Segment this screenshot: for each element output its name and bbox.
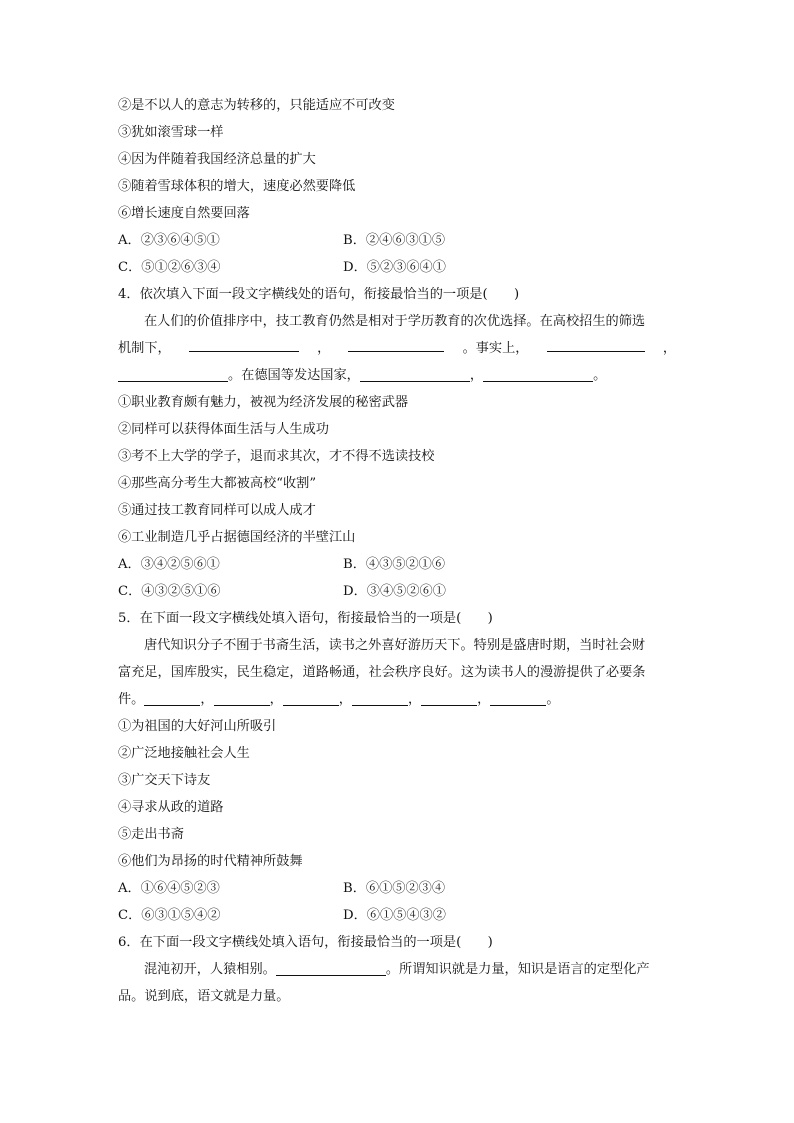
q5-stem: 5．在下面一段文字横线处填入语句，衔接最恰当的一项是( ) [118, 611, 493, 626]
q3-option-c[interactable]: C．⑤①②⑥③④ [118, 260, 221, 275]
q3-option-a[interactable]: A．②③⑥④⑤① [118, 233, 220, 248]
q5-option-a[interactable]: A．①⑥④⑤②③ [118, 881, 220, 896]
q5-item-1: ①为祖国的大好河山所吸引 [118, 719, 277, 734]
q5-sep-3: ， [338, 692, 352, 707]
q4-passage-line-2 [118, 335, 676, 362]
q3-item-4: ④因为伴随着我国经济总量的扩大 [118, 152, 316, 167]
q4-item-4: ④那些高分考生大都被高校“收割” [118, 476, 317, 491]
q4-option-d[interactable]: D．③④⑤②⑥① [343, 584, 446, 599]
q4-text-in-fact: 。事实上， [462, 341, 529, 356]
q4-stem: 4．依次填入下面一段文字横线处的语句，衔接最恰当的一项是( ) [118, 287, 520, 302]
q4-comma-3: ， [469, 368, 484, 383]
q4-comma-1: ， [317, 341, 331, 356]
q5-blank-2[interactable] [214, 689, 270, 706]
q5-item-6: ⑥他们为昂扬的时代精神所鼓舞 [118, 854, 303, 869]
q4-text-mechanism: 机制下， [118, 341, 171, 356]
q4-blank-4[interactable] [118, 365, 228, 382]
q5-sep-2: ， [269, 692, 283, 707]
q3-option-b[interactable]: B．②④⑥③①⑤ [343, 233, 446, 248]
q4-option-c[interactable]: C．④③②⑤①⑥ [118, 584, 221, 599]
q5-item-5: ⑤走出书斋 [118, 827, 184, 842]
q3-option-d[interactable]: D．⑤②③⑥④① [343, 260, 446, 275]
q5-sep-4: ， [407, 692, 422, 707]
q4-option-b[interactable]: B．④③⑤②①⑥ [343, 557, 446, 572]
q3-item-2: ②是不以人的意志为转移的，只能适应不可改变 [118, 98, 395, 113]
q5-option-b[interactable]: B．⑥①⑤②③④ [343, 881, 446, 896]
q5-text-condition: 件。 [118, 692, 145, 707]
q5-sep-1: ， [200, 692, 214, 707]
q4-options-row-1 [118, 551, 676, 578]
q5-options-row-2 [118, 902, 676, 929]
q6-passage-line-1 [118, 956, 676, 983]
q5-passage-line-3 [118, 686, 676, 713]
q4-blank-2[interactable] [348, 335, 444, 352]
q4-options-row-2 [118, 578, 676, 605]
q4-blank-6[interactable] [483, 365, 593, 382]
q5-item-4: ④寻求从政的道路 [118, 800, 224, 815]
q5-options-row-1 [118, 875, 676, 902]
q4-period-end: 。 [593, 368, 607, 383]
page-content [118, 92, 676, 1010]
q5-item-3: ③广交天下诗友 [118, 773, 211, 788]
q6-text-knowledge: 。所谓知识就是力量，知识是语言的定型化产 [385, 962, 650, 977]
q3-item-3: ③犹如滚雪球一样 [118, 125, 224, 140]
q4-option-a[interactable]: A．③④②⑤⑥① [118, 557, 220, 572]
q4-item-1: ①职业教育颇有魅力，被视为经济发展的秘密武器 [118, 395, 409, 410]
q4-comma-2: ， [662, 341, 676, 356]
q5-item-2: ②广泛地接触社会人生 [118, 746, 250, 761]
q5-end: 。 [546, 692, 560, 707]
q6-stem: 6．在下面一段文字横线处填入语句，衔接最恰当的一项是( ) [118, 935, 493, 950]
q6-blank-1[interactable] [276, 959, 386, 976]
q5-option-d[interactable]: D．⑥①⑤④③② [343, 908, 446, 923]
q5-blank-3[interactable] [283, 689, 339, 706]
q4-item-3: ③考不上大学的学子，退而求其次，才不得不选读技校 [118, 449, 435, 464]
q6-passage-line-2: 品。说到底，语文就是力量。 [118, 989, 290, 1004]
q3-options-row-1 [118, 227, 676, 254]
q4-blank-5[interactable] [360, 365, 470, 382]
q4-passage-line-1: 在人们的价值排序中，技工教育仍然是相对于学历教育的次优选择。在高校招生的筛选 [144, 314, 646, 329]
q5-option-c[interactable]: C．⑥③①⑤④② [118, 908, 221, 923]
q3-options-row-2 [118, 254, 676, 281]
q4-item-6: ⑥工业制造几乎占据德国经济的半壁江山 [118, 530, 356, 545]
q4-text-germany: 。在德国等发达国家， [228, 368, 360, 383]
q4-passage-line-3 [118, 362, 676, 389]
q4-blank-3[interactable] [547, 335, 645, 352]
q4-item-5: ⑤通过技工教育同样可以成人成才 [118, 503, 316, 518]
q4-item-2: ②同样可以获得体面生活与人生成功 [118, 422, 329, 437]
q6-text-chaos: 混沌初开，人猿相别。 [144, 962, 276, 977]
q3-item-6: ⑥增长速度自然要回落 [118, 206, 250, 221]
q5-blank-1[interactable] [144, 689, 200, 706]
q5-blank-4[interactable] [352, 689, 408, 706]
q5-passage-line-1: 唐代知识分子不囿于书斋生活，读书之外喜好游历天下。特别是盛唐时期，当时社会财 [144, 638, 646, 653]
q5-blank-6[interactable] [490, 689, 546, 706]
q3-item-5: ⑤随着雪球体积的增大，速度必然要降低 [118, 179, 356, 194]
q5-sep-5: ， [477, 692, 491, 707]
q5-blank-5[interactable] [421, 689, 477, 706]
q5-passage-line-2: 富充足，国库殷实，民生稳定，道路畅通，社会秩序良好。这为读书人的漫游提供了必要条 [118, 665, 646, 680]
q4-blank-1[interactable] [189, 335, 299, 352]
